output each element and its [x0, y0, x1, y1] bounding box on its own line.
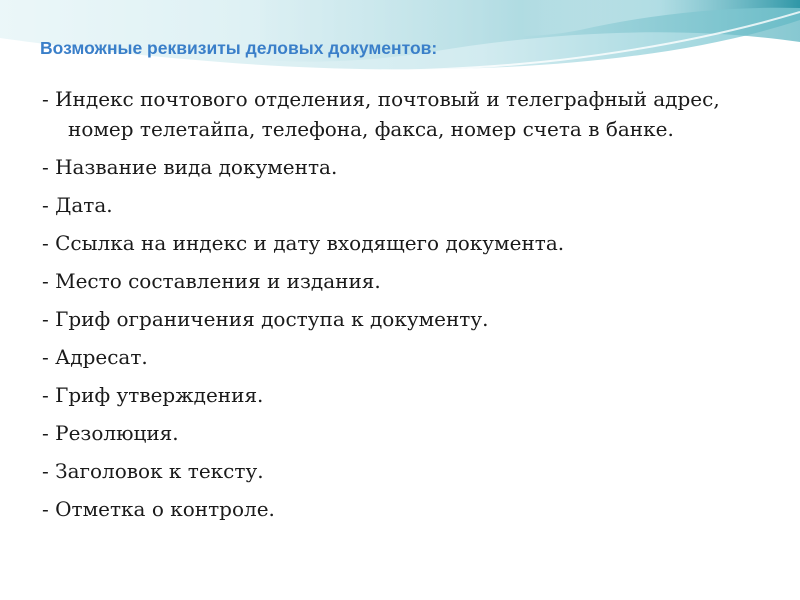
list-item: - Ссылка на индекс и дату входящего документа. — [42, 231, 565, 255]
list-item: - Место составления и издания. — [42, 269, 381, 293]
slide-title: Возможные реквизиты деловых документов: — [40, 38, 438, 58]
list-item: - Резолюция. — [42, 421, 179, 445]
list-item: - Адресат. — [42, 345, 148, 369]
list-item: - Гриф утверждения. — [42, 383, 264, 407]
list-item: - Гриф ограничения доступа к документу. — [42, 307, 489, 331]
requisites-list — [42, 84, 772, 532]
list-item: - Дата. — [42, 193, 113, 217]
list-item: - Отметка о контроле. — [42, 497, 275, 521]
list-item: - Название вида документа. — [42, 155, 338, 179]
list-item: - Индекс почтового отделения, почтовый и телеграфный адрес, номер телетайпа, телефона, факса, номер счета в банке. — [42, 87, 720, 141]
list-item: - Заголовок к тексту. — [42, 459, 264, 483]
